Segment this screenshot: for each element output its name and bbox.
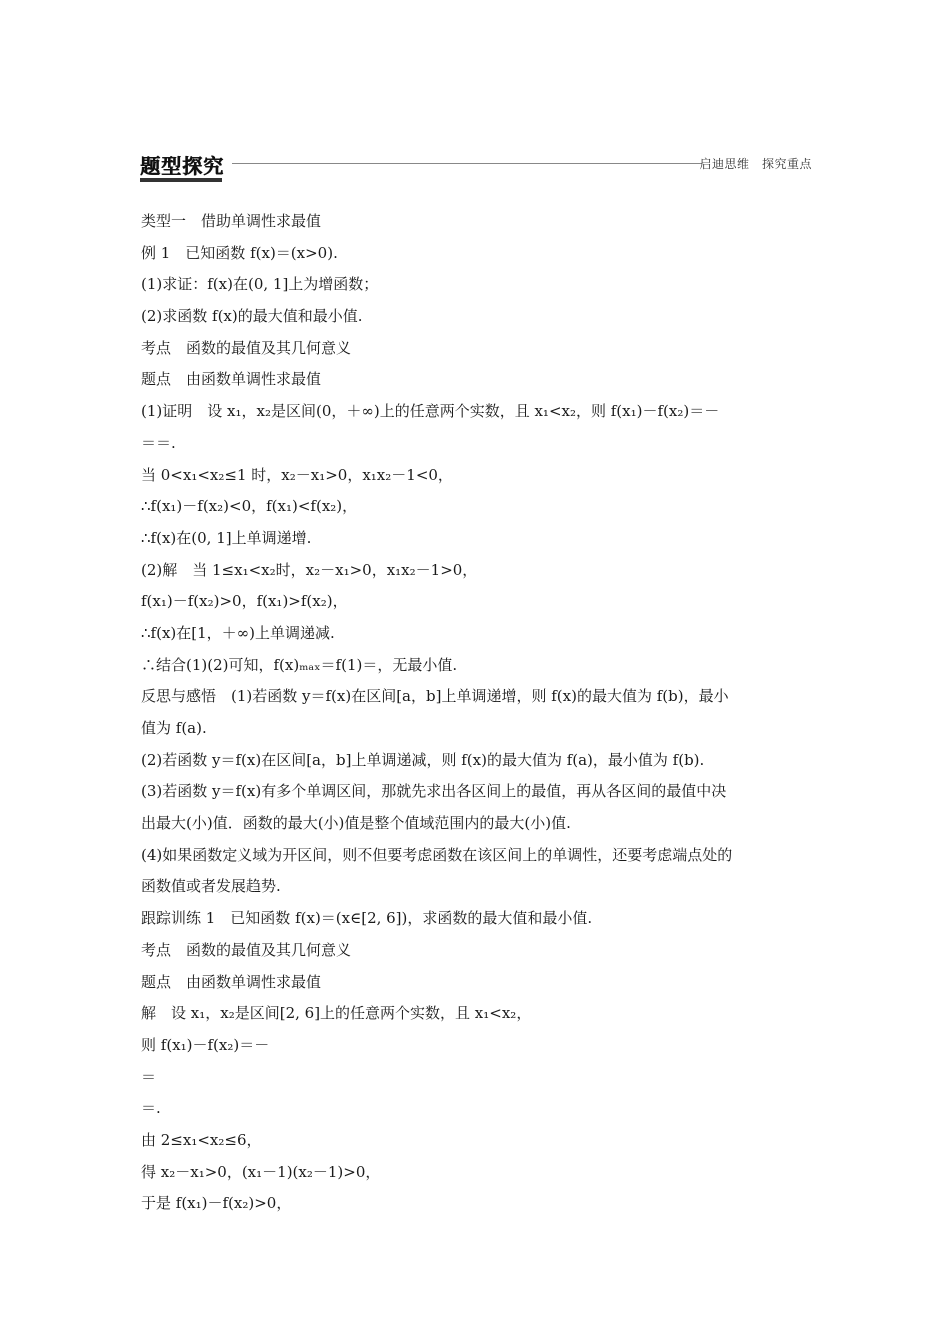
section-title: 题型探究 [140, 154, 224, 178]
text-line: 值为 f(a). [141, 719, 207, 737]
text-line: (1)证明 设 x₁，x₂是区间(0，＋∞)上的任意两个实数，且 x₁<x₂，则 f(x₁)－f(x₂)＝－ [141, 402, 720, 421]
text-line: ＝＝. [141, 433, 176, 452]
text-line: 于是 f(x₁)－f(x₂)>0， [141, 1194, 292, 1213]
text-line: ∴结合(1)(2)可知，f(x)ₘₐₓ＝f(1)＝，无最小值. [141, 655, 458, 674]
text-line: 考点 函数的最值及其几何意义 [141, 940, 352, 959]
text-line: 得 x₂－x₁>0，(x₁－1)(x₂－1)>0， [141, 1162, 381, 1181]
text-line: (4)如果函数定义域为开区间，则不但要考虑函数在该区间上的单调性，还要考虑端点处的 [141, 845, 733, 864]
text-line: (2)求函数 f(x)的最大值和最小值. [141, 307, 363, 326]
text-line: ＝ [141, 1067, 157, 1086]
document-body [141, 206, 813, 1220]
text-line: (2)若函数 y＝f(x)在区间[a，b]上单调递减，则 f(x)的最大值为 f(a)，最小值为 f(b). [141, 750, 705, 769]
text-line: (3)若函数 y＝f(x)有多个单调区间，那就先求出各区间上的最值，再从各区间的最值中决 [141, 782, 727, 801]
section-subtitle: 启迪思维 探究重点 [699, 157, 812, 171]
text-line: 函数值或者发展趋势. [141, 877, 281, 896]
text-line: 当 0<x₁<x₂≤1 时，x₂－x₁>0，x₁x₂－1<0， [141, 465, 453, 484]
text-line: 解 设 x₁，x₂是区间[2, 6]上的任意两个实数，且 x₁<x₂， [141, 1004, 532, 1023]
text-line: 则 f(x₁)－f(x₂)＝－ [141, 1035, 270, 1054]
text-line: f(x₁)－f(x₂)>0，f(x₁)>f(x₂)， [141, 592, 348, 611]
text-line: 反思与感悟 (1)若函数 y＝f(x)在区间[a，b]上单调递增，则 f(x)的最大值为 f(b)，最小 [141, 687, 729, 706]
text-line: 例 1 已知函数 f(x)＝(x>0). [141, 243, 338, 262]
section-header [140, 150, 812, 184]
text-line: ＝. [141, 1099, 161, 1118]
text-line: (2)解 当 1≤x₁<x₂时，x₂－x₁>0，x₁x₂－1>0， [141, 560, 478, 579]
text-line: 由 2≤x₁<x₂≤6， [141, 1130, 262, 1149]
text-line: ∴f(x)在[1，＋∞)上单调递减. [141, 623, 335, 642]
text-line: 考点 函数的最值及其几何意义 [141, 338, 352, 357]
text-line: 出最大(小)值．函数的最大(小)值是整个值域范围内的最大(小)值. [141, 814, 571, 833]
text-line: 题点 由函数单调性求最值 [141, 370, 322, 389]
text-line: 类型一 借助单调性求最值 [141, 212, 322, 230]
title-underline [140, 178, 222, 182]
text-line: 题点 由函数单调性求最值 [141, 972, 322, 991]
text-line: ∴f(x)在(0, 1]上单调递增. [141, 528, 312, 547]
text-line: (1)求证：f(x)在(0, 1]上为增函数； [141, 275, 379, 294]
text-line: 跟踪训练 1 已知函数 f(x)＝(x∈[2, 6])，求函数的最大值和最小值. [141, 909, 593, 928]
text-line: ∴f(x₁)－f(x₂)<0，f(x₁)<f(x₂)， [141, 497, 358, 516]
header-rule [232, 163, 702, 164]
